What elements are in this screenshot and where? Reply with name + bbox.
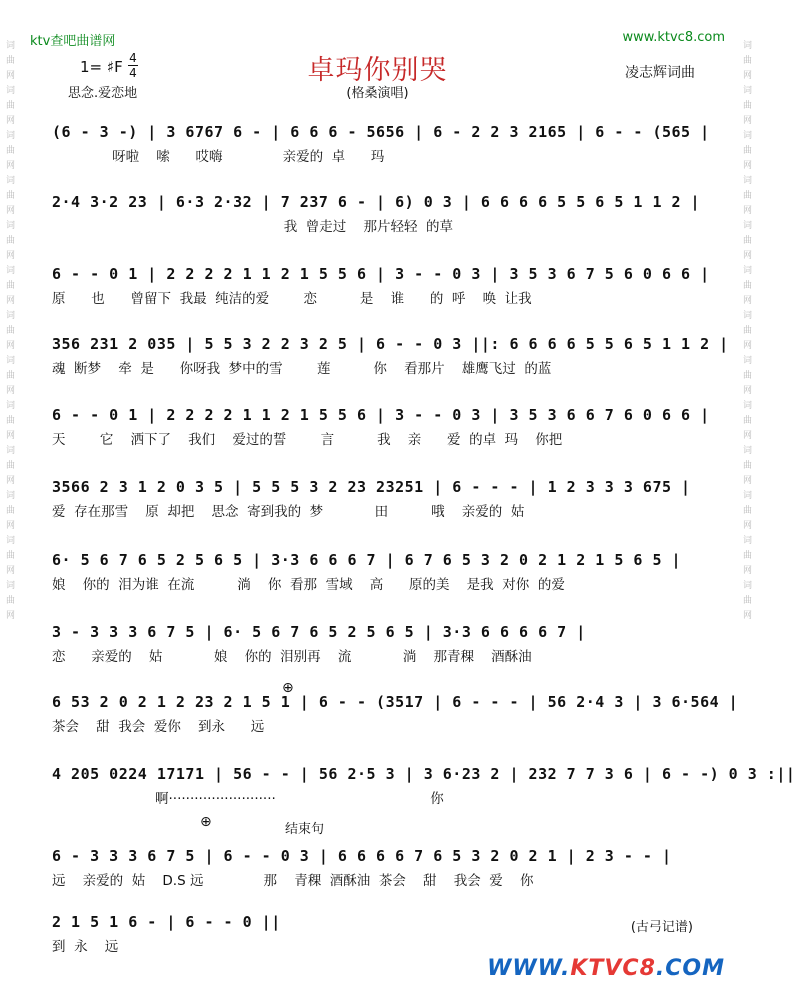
notes-line-5: 6 - - 0 1 | 2 2 2 2 1 1 2 1 5 5 6 | 3 - - 0 3 | 3 5 3 6 6 7 6 0 6 6 | [52,406,710,424]
notes-line-4: 356 231 2 035 | 5 5 3 2 2 3 2 5 | 6 - - 0 3 ||: 6 6 6 6 5 5 6 5 1 1 2 | [52,335,729,353]
score-line-7 [52,550,700,594]
notes-line-6: 3566 2 3 1 2 0 3 5 | 5 5 5 3 2 23 23251 | 6 - - - | 1 2 3 3 3 675 | [52,478,691,496]
lyrics-line-9: 茶会 甜 我会 爱你 到永 远 [52,719,265,735]
score-line-1 [52,122,710,166]
score-line-2 [52,192,700,236]
key-signature: 1= ♯F [80,58,123,76]
meter-bottom: 4 [129,66,137,80]
score-line-12 [52,912,700,956]
ending-label: 结束句 [285,822,325,837]
score-line-6 [52,477,700,521]
site-url-right[interactable]: www.ktvc8.com [622,30,725,45]
score-line-11 [52,846,700,890]
score-line-3 [52,264,710,308]
coda-symbol-lower: ⊕ [200,814,212,830]
watermark-prefix: WWW. [487,956,571,981]
lyrics-line-1: 呀啦 嗦 哎嗨 亲爱的 卓 玛 [52,149,385,165]
lyrics-line-10: 啊························· 你 [52,791,444,807]
notes-line-8: 3 - 3 3 3 6 7 5 | 6· 5 6 7 6 5 2 5 6 5 | 3·3 6 6 6 6 7 | [52,623,586,641]
watermark-suffix: .COM [655,956,725,981]
lyrics-line-7: 娘 你的 泪为谁 在流 淌 你 看那 雪域 高 原的美 是我 对你 的爱 [52,577,565,593]
score-line-5 [52,405,710,449]
notes-line-11: 6 - 3 3 3 6 7 5 | 6 - - 0 3 | 6 6 6 6 7 6 5 3 2 0 2 1 | 2 3 - - | [52,847,672,865]
notes-line-1: (6 - 3 -) | 3 6767 6 - | 6 6 6 - 5656 | 6 - 2 2 3 2165 | 6 - - (565 | [52,123,710,141]
watermark-brand: KTVC8 [570,956,656,981]
score-line-10 [52,764,795,808]
lyrics-line-2: 我 曾走过 那片轻轻 的草 [52,219,454,235]
lyrics-line-3: 原 也 曾留下 我最 纯洁的爱 恋 是 谁 的 呼 唤 让我 [52,291,532,307]
song-singer: (格桑演唱) [346,86,409,101]
side-watermark-right: 词曲网词曲网词曲网词曲网词曲网词曲网词曲网词曲网词曲网词曲网词曲网词曲网词曲网 [741,40,751,625]
lyrics-line-12: 到 永 远 [52,939,119,955]
side-watermark-left: 词曲网词曲网词曲网词曲网词曲网词曲网词曲网词曲网词曲网词曲网词曲网词曲网词曲网 [4,40,14,625]
notes-line-9: 6 53 2 0 2 1 2 23 2 1 5 1 | 6 - - (3517 | 6 - - - | 56 2·4 3 | 3 6·564 | [52,693,739,711]
site-name-left[interactable]: ktv查吧曲谱网 [30,34,116,49]
mood-marking: 思念.爱恋地 [68,86,138,101]
transcriber-credit: (古弓记谱) [630,920,693,935]
lyrics-line-4: 魂 断梦 牵 是 你呀我 梦中的雪 莲 你 看那片 雄鹰飞过 的蓝 [52,361,552,377]
lyrics-line-11: 远 亲爱的 姑 D.S 远 那 青稞 酒酥油 茶会 甜 我会 爱 你 [52,873,534,889]
lyrics-line-5: 天 它 洒下了 我们 爱过的誓 言 我 亲 爱 的卓 玛 你把 [52,432,563,448]
time-signature [128,52,138,79]
meter-top: 4 [129,51,137,65]
notes-line-7: 6· 5 6 7 6 5 2 5 6 5 | 3·3 6 6 6 7 | 6 7 6 5 3 2 0 2 1 2 1 5 6 5 | [52,551,682,569]
notes-line-10: 4 205 0224 17171 | 56 - - | 56 2·5 3 | 3 6·23 2 | 232 7 7 3 6 | 6 - -) 0 3 :|| [52,765,795,783]
notes-line-2: 2·4 3·2 23 | 6·3 2·32 | 7 237 6 - | 6) 0 3 | 6 6 6 6 5 5 6 5 1 1 2 | [52,193,701,211]
score-line-9 [52,692,739,736]
site-watermark-logo[interactable] [487,956,725,981]
author-credit: 凌志辉词曲 [625,65,695,81]
notes-line-3: 6 - - 0 1 | 2 2 2 2 1 1 2 1 5 5 6 | 3 - - 0 3 | 3 5 3 6 7 5 6 0 6 6 | [52,265,710,283]
notes-line-12: 2 1 5 1 6 - | 6 - - 0 || [52,913,281,931]
lyrics-line-8: 恋 亲爱的 姑 娘 你的 泪别再 流 淌 那青稞 酒酥油 [52,649,532,665]
score-line-4 [52,334,729,378]
coda-symbol-upper: ⊕ [282,680,294,696]
song-title: 卓玛你别哭 [307,55,448,86]
score-line-8 [52,622,700,666]
lyrics-line-6: 爱 存在那雪 原 却把 思念 寄到我的 梦 田 哦 亲爱的 姑 [52,504,525,520]
